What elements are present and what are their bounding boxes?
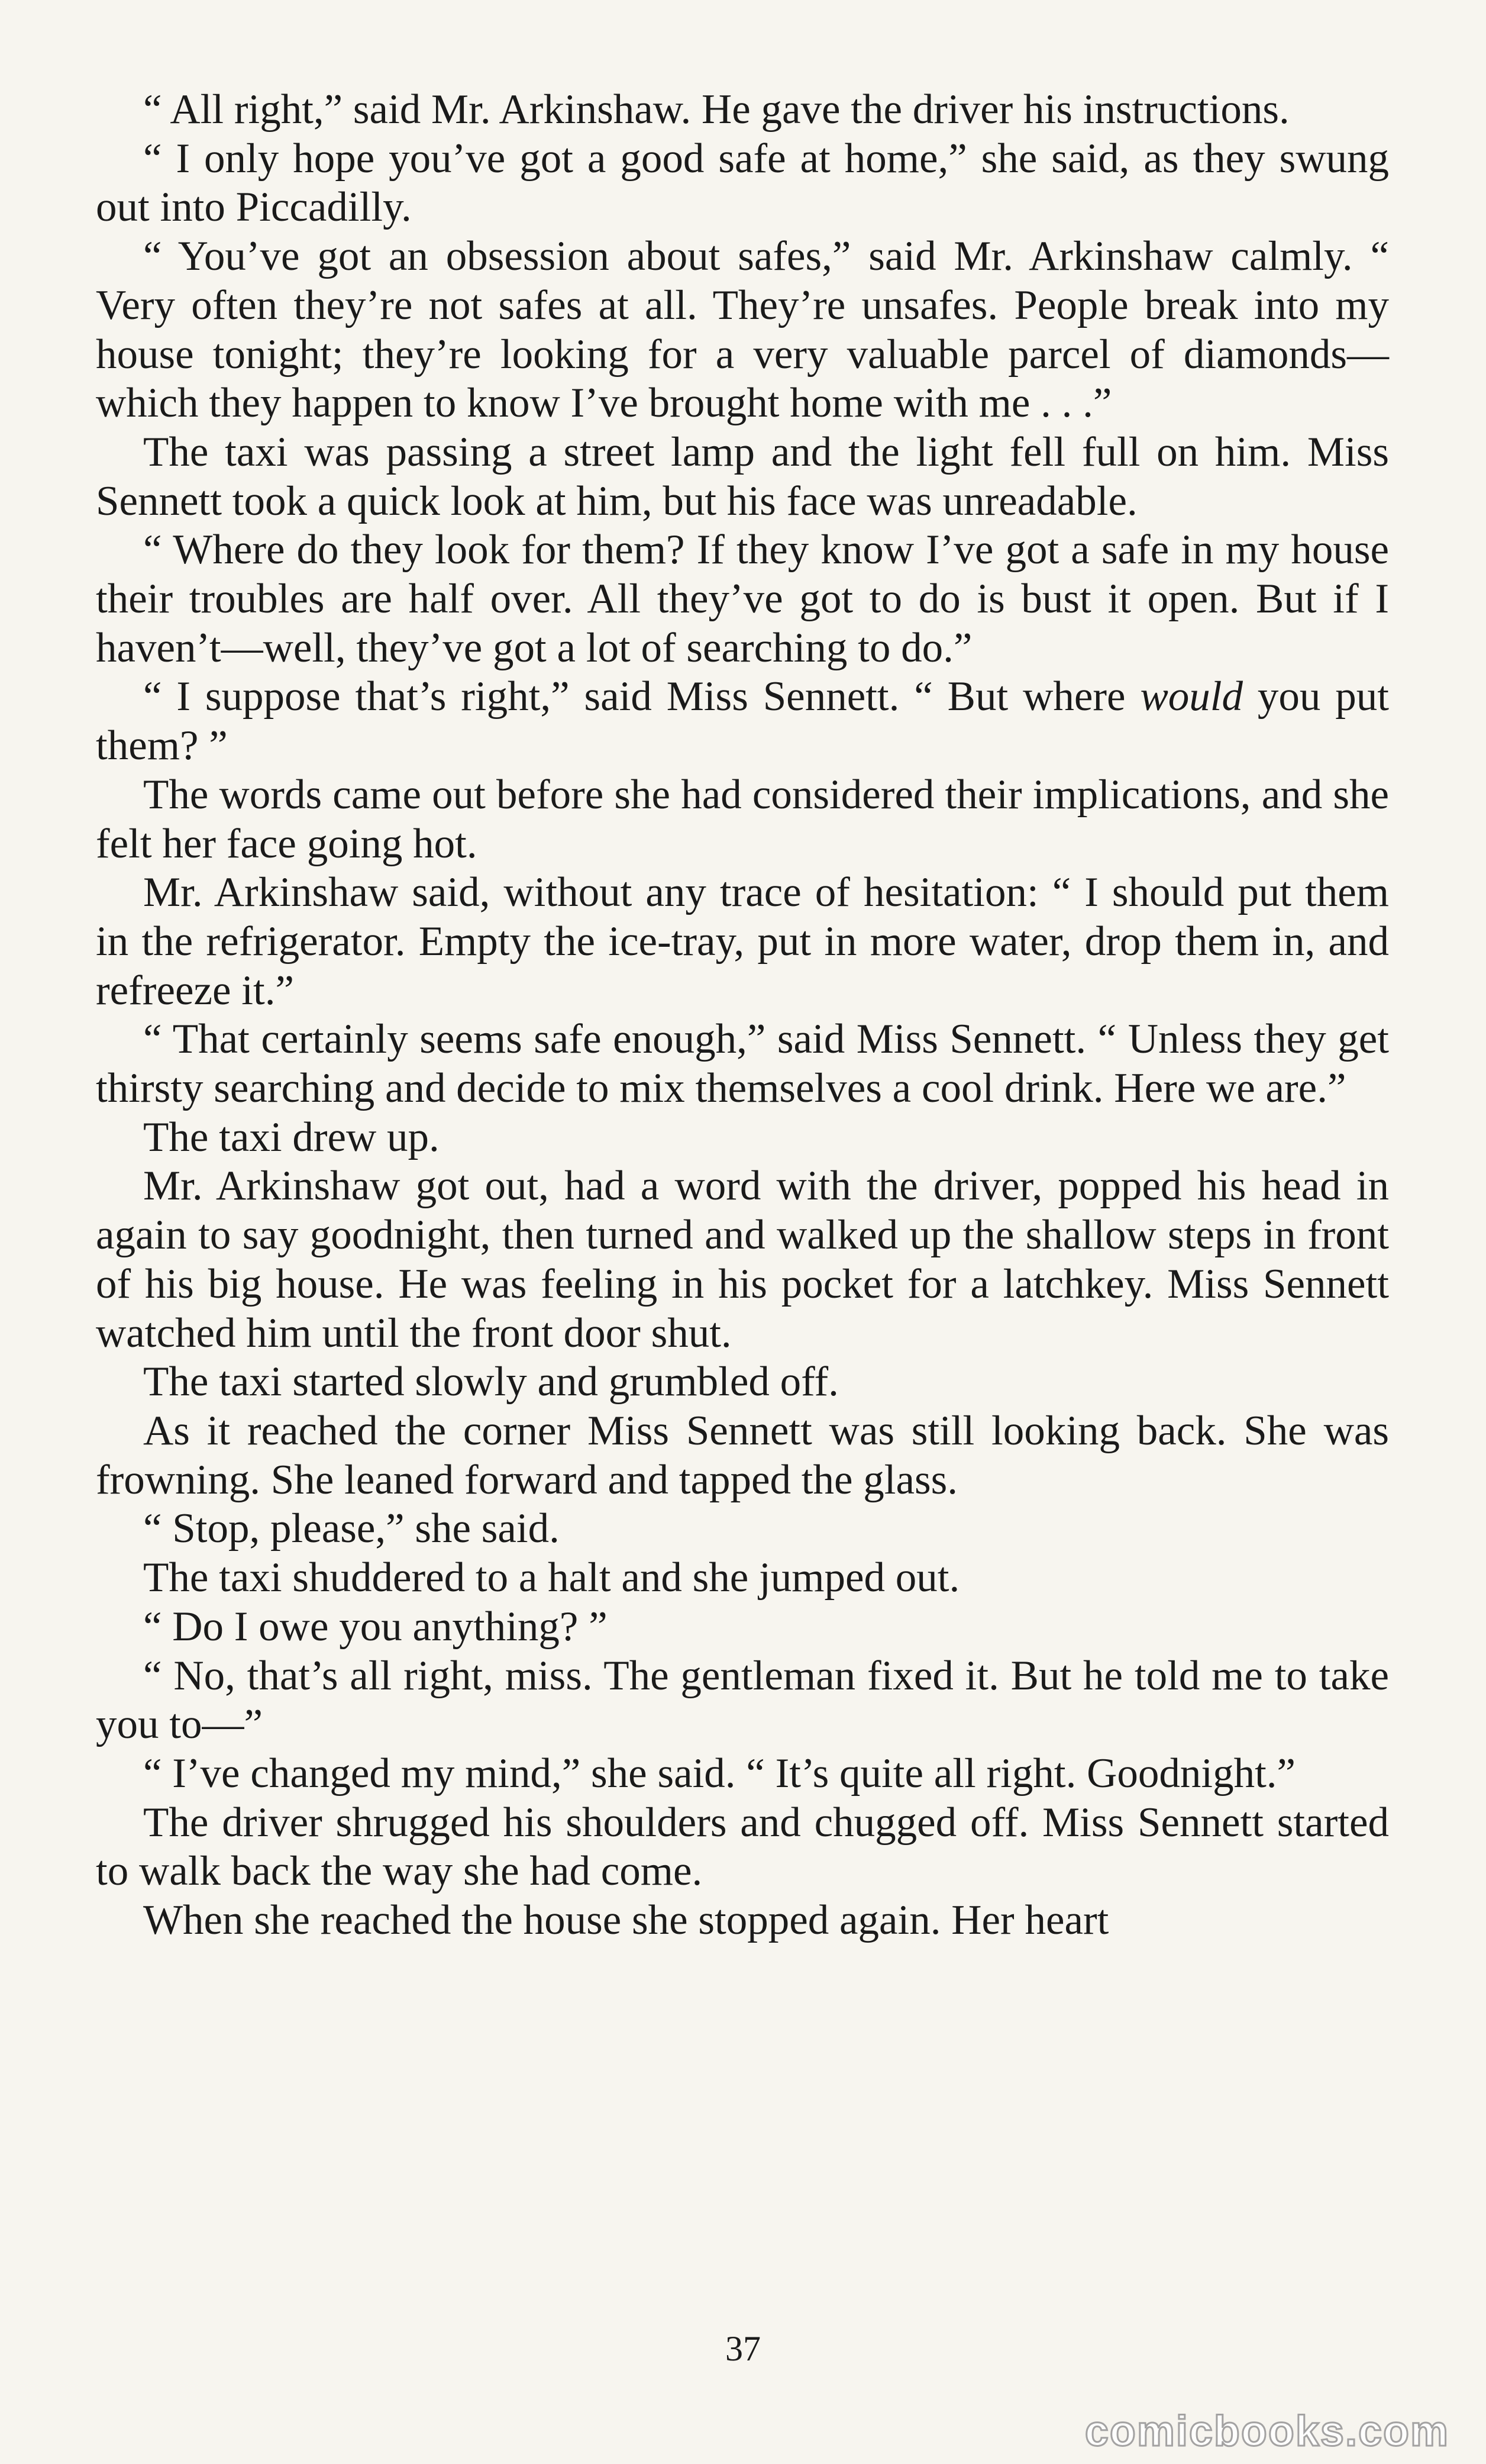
paragraph: “ No, that’s all right, miss. The gentleman fixed it. But he told me to take you to—”: [96, 1652, 1389, 1748]
paragraph: The taxi started slowly and grumbled off.: [143, 1359, 839, 1405]
paragraph: “ Stop, please,” she said.: [143, 1505, 560, 1552]
body-text: [96, 85, 1389, 1945]
paragraph: The words came out before she had considered their implications, and she felt her face going hot.: [96, 771, 1389, 867]
paragraph: “ You’ve got an obsession about safes,” said Mr. Arkinshaw calmly. “ Very often they’re not safes at all. They’re unsafes. People break into my house tonight; they’re looking for a very valuable parcel of diamonds—which they happen to know I’ve brought home with me . . .”: [96, 233, 1389, 427]
paragraph: The taxi shuddered to a halt and she jumped out.: [143, 1554, 960, 1601]
paragraph: “ That certainly seems safe enough,” said Miss Sennett. “ Unless they get thirsty searching and decide to mix themselves a cool drink. Here we are.”: [96, 1016, 1389, 1112]
paragraph: The taxi was passing a street lamp and the light fell full on him. Miss Sennett took a quick look at him, but his face was unreadable.: [96, 428, 1389, 524]
paragraph: Mr. Arkinshaw said, without any trace of hesitation: “ I should put them in the refrigerator. Empty the ice-tray, put in more water, drop them in, and refreeze it.”: [96, 869, 1389, 1014]
paragraph: Mr. Arkinshaw got out, had a word with the driver, popped his head in again to say goodnight, then turned and walked up the shallow steps in front of his big house. He was feeling in his pocket for a latchkey. Miss Sennett watched him until the front door shut.: [96, 1163, 1389, 1356]
paragraph: [96, 672, 1389, 770]
paragraph: “ I’ve changed my mind,” she said. “ It’s quite all right. Goodnight.”: [143, 1750, 1296, 1797]
paragraph: As it reached the corner Miss Sennett was still looking back. She was frowning. She leaned forward and tapped the glass.: [96, 1407, 1389, 1503]
emphasized-word: would: [1140, 673, 1243, 720]
watermark: comicbooks.com: [1084, 2408, 1449, 2455]
paragraph: “ All right,” said Mr. Arkinshaw. He gave the driver his instructions.: [143, 86, 1290, 133]
paragraph: “ I only hope you’ve got a good safe at home,” she said, as they swung out into Piccadilly.: [96, 135, 1389, 231]
paragraph: When she reached the house she stopped again. Her heart: [143, 1897, 1109, 1944]
paragraph: “ Where do they look for them? If they know I’ve got a safe in my house their troubles are half over. All they’ve got to do is bust it open. But if I haven’t—well, they’ve got a lot of searching to do.”: [96, 527, 1389, 671]
paragraph-text: “ I suppose that’s right,” said Miss Sennett. “ But where: [143, 673, 1141, 720]
paragraph: The taxi drew up.: [143, 1114, 440, 1160]
page-number: 37: [725, 2329, 761, 2368]
paragraph: “ Do I owe you anything? ”: [143, 1603, 608, 1650]
paragraph-text: you put them? ”: [96, 673, 1389, 769]
paragraph: The driver shrugged his shoulders and chugged off. Miss Sennett started to walk back the way she had come.: [96, 1799, 1389, 1895]
